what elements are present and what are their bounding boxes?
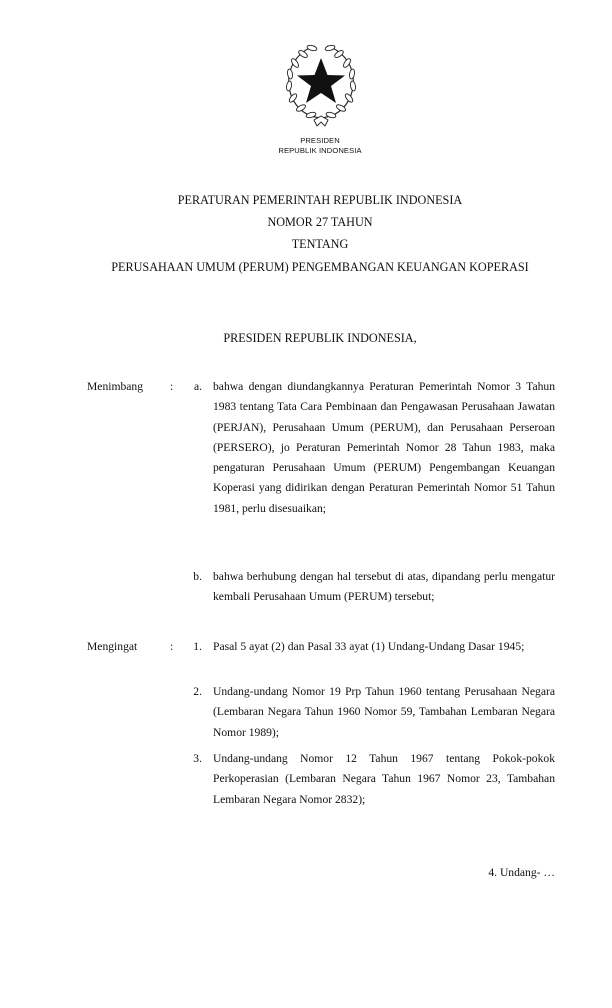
regulation-subject: PERUSAHAAN UMUM (PERUM) PENGEMBANGAN KEUANGAN KOPERASI bbox=[111, 260, 529, 274]
menimbang-item-a: bahwa dengan diundangkannya Peraturan Pemerintah Nomor 3 Tahun 1983 tentang Tata Cara Pembinaan dan Pengawasan Perusahaan Jawatan (PERJAN), Perusahaan Umum (PERUM), dan Perusahaan Perseroan (PERSERO), jo Peraturan Pemerintah Nomor 28 Tahun 1983, maka pengaturan Perusahaan Umum (PERUM) Pengembangan Keuangan Koperasi yang didirikan dengan Peraturan Pemerintah Nomor 51 Tahun 1981, perlu disesuaikan; bbox=[213, 380, 555, 515]
mengingat-marker-3: 3. bbox=[193, 752, 202, 765]
mengingat-label: Mengingat bbox=[87, 640, 138, 653]
menimbang-colon: : bbox=[170, 380, 174, 393]
regulation-title: PERATURAN PEMERINTAH REPUBLIK INDONESIA bbox=[177, 193, 463, 207]
menimbang-marker-b: b. bbox=[193, 570, 202, 583]
mengingat-item-2: Undang-undang Nomor 19 Prp Tahun 1960 tentang Perusahaan Negara (Lembaran Negara Tahun 1960 Nomor 59, Tambahan Lembaran Negara Nomor 1989); bbox=[213, 685, 555, 739]
mengingat-item-3: Undang-undang Nomor 12 Tahun 1967 tentang Pokok-pokok Perkoperasian (Lembaran Negara Tahun 1967 Nomor 23, Tambahan Lembaran Negara Nomor 2832); bbox=[213, 752, 555, 806]
menimbang-marker-a: a. bbox=[193, 380, 202, 393]
garuda-star-emblem-icon bbox=[281, 40, 361, 130]
preamble: PRESIDEN REPUBLIK INDONESIA, bbox=[223, 331, 417, 345]
mengingat-marker-1: 1. bbox=[193, 640, 202, 653]
menimbang-label: Menimbang bbox=[87, 380, 144, 393]
mengingat-item-1: Pasal 5 ayat (2) dan Pasal 33 ayat (1) Undang-Undang Dasar 1945; bbox=[213, 640, 525, 653]
regulation-number: NOMOR 27 TAHUN bbox=[267, 215, 373, 229]
letterhead-line-republic: REPUBLIK INDONESIA bbox=[278, 146, 362, 155]
mengingat-colon: : bbox=[170, 640, 174, 653]
continuation-marker: 4. Undang- … bbox=[488, 866, 555, 879]
letterhead-line-president: PRESIDEN bbox=[300, 136, 340, 145]
mengingat-marker-2: 2. bbox=[193, 685, 202, 698]
regulation-about: TENTANG bbox=[291, 237, 349, 251]
menimbang-item-b: bahwa berhubung dengan hal tersebut di atas, dipandang perlu mengatur kembali Perusahaan Umum (PERUM) tersebut; bbox=[213, 570, 555, 604]
